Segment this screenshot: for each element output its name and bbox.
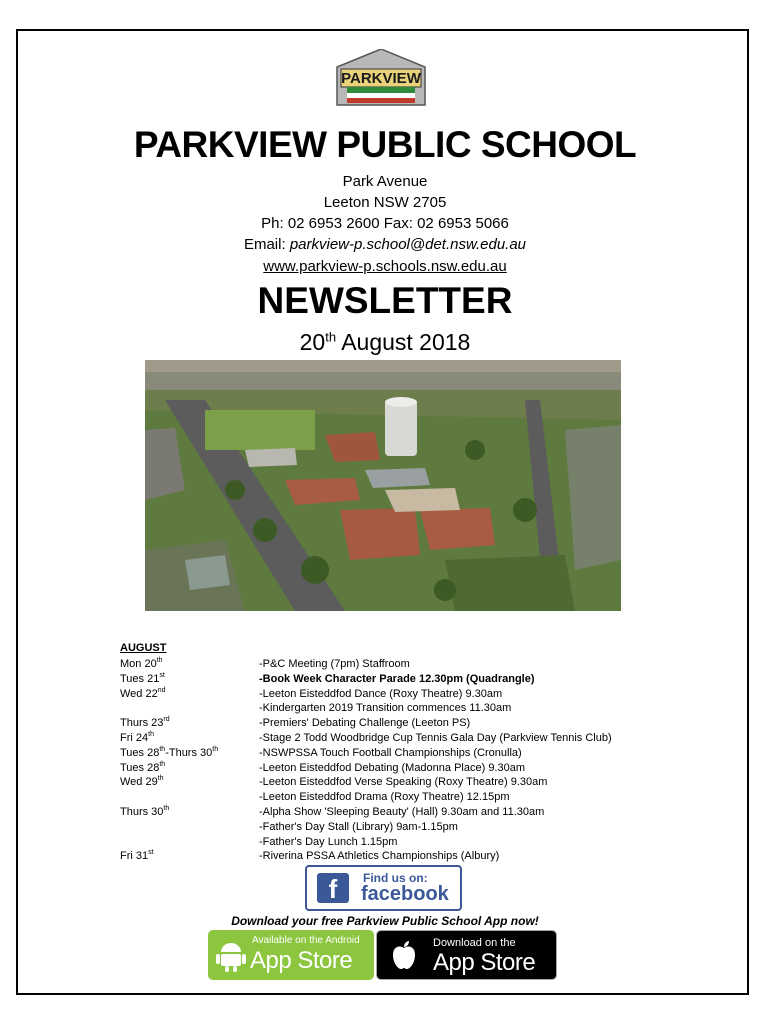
email-label: Email:: [243, 236, 286, 253]
calendar-event: -Leeton Eisteddfod Debating (Madonna Place) 9.30am: [259, 761, 526, 774]
svg-text:PARKVIEW: PARKVIEW: [341, 70, 421, 87]
calendar-date: Mon 20th: [120, 657, 163, 670]
school-logo: [333, 49, 429, 109]
android-icon: [216, 940, 246, 972]
calendar-event: -Kindergarten 2019 Transition commences 11.30am: [259, 702, 512, 715]
facebook-logo-icon: f: [317, 873, 349, 903]
android-badge-big-text: App Store: [250, 947, 353, 974]
newsletter-title: NEWSLETTER: [257, 280, 513, 321]
school-name: PARKVIEW PUBLIC SCHOOL: [133, 124, 637, 165]
app-download-tagline: Download your free Parkview Public School App now!: [231, 914, 539, 928]
calendar-date: Wed 22nd: [120, 686, 166, 700]
calendar-date: Tues 21st: [120, 671, 165, 685]
calendar-event: -Premiers' Debating Challenge (Leeton PS): [259, 717, 471, 730]
aerial-school-photo: [145, 360, 621, 611]
facebook-find-us: Find us on:: [363, 871, 428, 885]
calendar-date: Thurs 23rd: [120, 716, 170, 730]
calendar-date: Tues 28th-Thurs 30th: [120, 745, 219, 759]
calendar-event: -P&C Meeting (7pm) Staffroom: [259, 658, 410, 670]
calendar-event: -Leeton Eisteddfod Dance (Roxy Theatre) 9.30am: [259, 687, 503, 700]
email-line: [0, 234, 770, 255]
calendar-event: -Alpha Show 'Sleeping Beauty' (Hall) 9.30am and 11.30am: [259, 806, 545, 818]
android-app-store-badge[interactable]: [208, 930, 374, 980]
calendar-event: -Book Week Character Parade 12.30pm (Quadrangle): [259, 672, 535, 685]
apple-app-store-badge[interactable]: [376, 930, 557, 980]
newsletter-date: 20th August 2018: [299, 329, 471, 355]
calendar-date: Fri 24th: [120, 731, 154, 744]
calendar-date: Tues 28th: [120, 760, 166, 774]
android-badge-small-text: Available on the Android: [252, 935, 360, 946]
calendar-date: Fri 31st: [120, 849, 154, 863]
facebook-wordmark: facebook: [361, 883, 449, 905]
calendar-event: -Stage 2 Todd Woodbridge Cup Tennis Gala Day (Parkview Tennis Club): [259, 732, 612, 744]
facebook-badge[interactable]: [305, 865, 462, 911]
town-address: Leeton NSW 2705: [323, 194, 447, 211]
calendar-date: Wed 29th: [120, 775, 164, 789]
calendar-event: -Leeton Eisteddfod Drama (Roxy Theatre) 12.15pm: [259, 791, 510, 804]
phone-fax: Ph: 02 6953 2600 Fax: 02 6953 5066: [261, 215, 509, 232]
street-address: Park Avenue: [342, 173, 428, 190]
apple-badge-big-text: App Store: [433, 949, 536, 976]
calendar-event: -Riverina PSSA Athletics Championships (Albury): [259, 850, 500, 863]
calendar-event: -Father's Day Lunch 1.15pm: [259, 835, 398, 848]
apple-icon: [391, 940, 417, 970]
website-link[interactable]: www.parkview-p.schools.nsw.edu.au: [263, 258, 507, 275]
calendar-event: -Leeton Eisteddfod Verse Speaking (Roxy Theatre) 9.30am: [259, 776, 548, 789]
calendar-month-heading: AUGUST: [120, 642, 167, 654]
calendar-event: -NSWPSSA Touch Football Championships (Cronulla): [259, 746, 522, 759]
email-link[interactable]: parkview-p.school@det.nsw.edu.au: [289, 236, 527, 253]
calendar-event: -Father's Day Stall (Library) 9am-1.15pm: [259, 820, 458, 833]
apple-badge-small-text: Download on the: [433, 937, 516, 949]
calendar-date: Thurs 30th: [120, 805, 170, 818]
